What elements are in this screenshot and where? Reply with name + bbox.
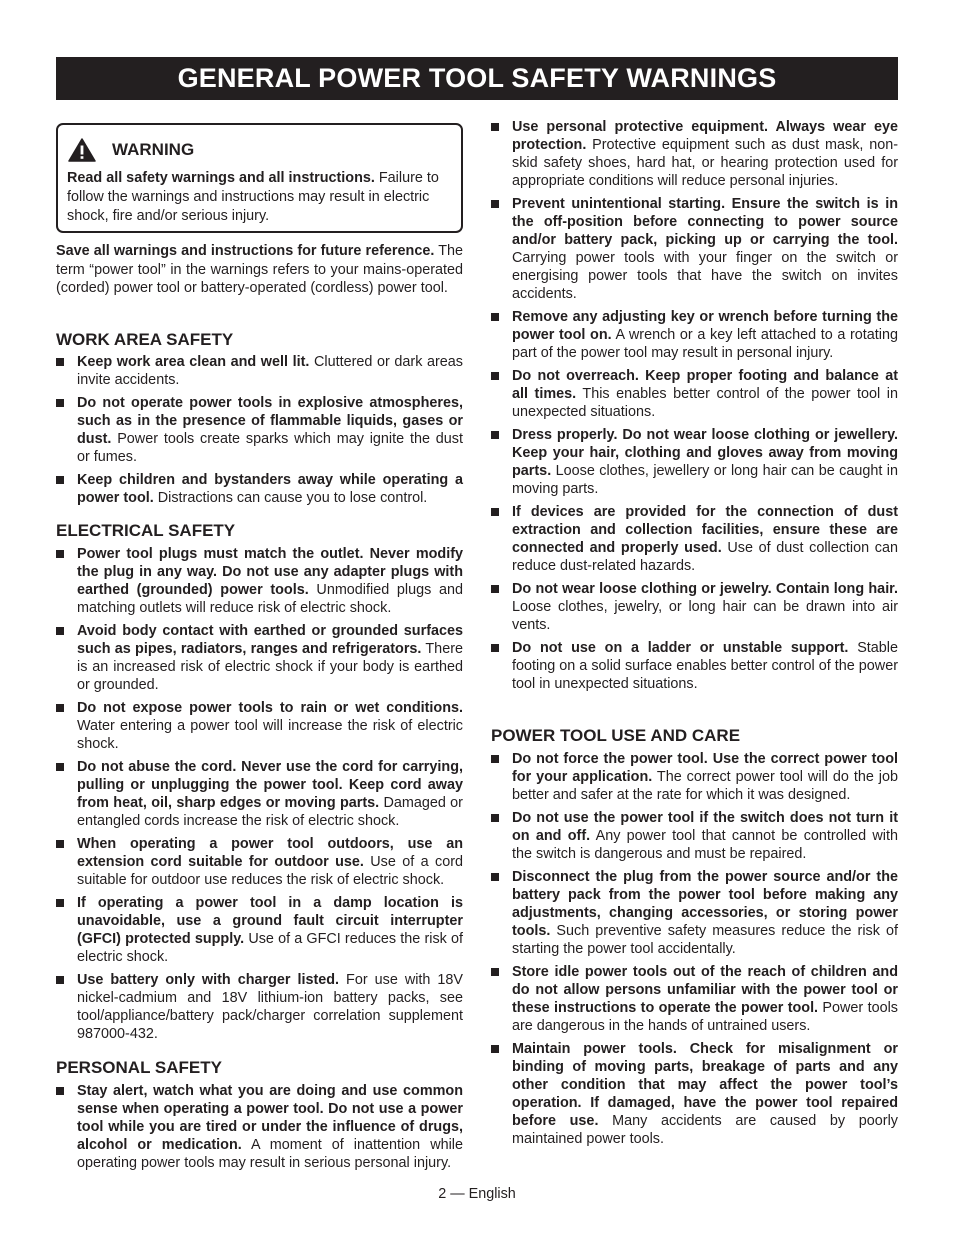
item-body-text: A wrench or a key left attached to a rotating part of the power tool may result in personal injury.	[512, 327, 898, 361]
list-item	[491, 963, 898, 1035]
list-item	[56, 471, 463, 507]
list-item	[491, 580, 898, 634]
list-item	[56, 622, 463, 694]
electrical-heading: ELECTRICAL SAFETY	[56, 521, 236, 540]
item-bold-text: Stay alert, watch what you are doing and use common sense when operating a power tool. Do not use a power tool while you are tired or under the influence of drugs, alcohol or medication.	[77, 1083, 463, 1153]
item-body-text: Power tools create sparks which may ignite the dust or fumes.	[77, 431, 463, 465]
page-title: GENERAL POWER TOOL SAFETY WARNINGS	[177, 63, 777, 93]
item-bold-text: Use personal protective equipment. Always wear eye protection.	[512, 119, 898, 153]
work-area-heading: WORK AREA SAFETY	[56, 330, 234, 349]
personal-list-right	[491, 118, 898, 698]
electrical-list	[56, 545, 463, 1048]
list-item	[491, 426, 898, 498]
warning-body: Failure to follow the warnings and instructions may result in electric shock, fire and/or serious injury.	[67, 170, 439, 224]
list-item	[56, 699, 463, 753]
list-item	[491, 868, 898, 958]
item-bold-text: If devices are provided for the connection of dust extraction and collection facilities, ensure these are connected and properly used.	[512, 504, 898, 556]
item-body-text: Any power tool that cannot be controlled with the switch is dangerous and must be repaired.	[512, 828, 898, 862]
use-care-heading: POWER TOOL USE AND CARE	[491, 726, 741, 745]
item-body-text: Use of a GFCI reduces the risk of electric shock.	[77, 931, 463, 965]
list-item	[56, 971, 463, 1043]
personal-list-left	[56, 1082, 463, 1177]
item-body-text: The correct power tool will do the job better and safer at the rate for which it was designed.	[512, 769, 898, 803]
item-bold-text: Do not overreach. Keep proper footing and balance at all times.	[512, 368, 898, 402]
item-bold-text: When operating a power tool outdoors, use an extension cord suitable for outdoor use.	[77, 836, 463, 870]
list-item	[491, 503, 898, 575]
item-bold-text: Do not use on a ladder or unstable support.	[512, 640, 849, 656]
item-body-text: Loose clothes, jewelry, or long hair can be drawn into air vents.	[512, 599, 898, 633]
item-body-text: Use of a cord suitable for outdoor use reduces the risk of electric shock.	[77, 854, 463, 888]
item-bold-text: Dress properly. Do not wear loose clothing or jewellery. Keep your hair, clothing and gloves away from moving parts.	[512, 427, 898, 479]
title-bar	[56, 57, 898, 100]
item-bold-text: Power tool plugs must match the outlet. Never modify the plug in any way. Do not use any adapter plugs with earthed (grounded) power tools.	[77, 546, 463, 598]
item-body-text: Power tools are dangerous in the hands of untrained users.	[512, 1000, 898, 1034]
list-item	[491, 639, 898, 693]
item-body-text: For use with 18V nickel-cadmium and 18V lithium-ion battery packs, see tool/appliance/battery pack/charger correlation supplement 987000-432.	[77, 972, 463, 1042]
item-body-text: This enables better control of the power tool in unexpected situations.	[512, 386, 898, 420]
personal-heading: PERSONAL SAFETY	[56, 1058, 222, 1077]
item-bold-text: Disconnect the plug from the power source and/or the battery pack from the power tool before making any adjustments, changing accessories, or storing power tools.	[512, 869, 898, 939]
item-body-text: Carrying power tools with your finger on the switch or energising power tools that have the switch on invites accidents.	[512, 250, 898, 302]
work-area-list	[56, 353, 463, 512]
item-bold-text: Prevent unintentional starting. Ensure the switch is in the off-position before connecting to power source and/or battery pack, picking up or carrying the tool.	[512, 196, 898, 248]
list-item	[56, 1082, 463, 1172]
item-bold-text: Use battery only with charger listed.	[77, 972, 340, 988]
item-body-text: Cluttered or dark areas invite accidents.	[77, 354, 463, 388]
item-bold-text: Keep children and bystanders away while operating a power tool.	[77, 472, 463, 506]
list-item	[56, 894, 463, 966]
list-item	[491, 118, 898, 190]
item-body-text: Damaged or entangled cords increase the risk of electric shock.	[77, 795, 463, 829]
item-bold-text: Maintain power tools. Check for misalignment or binding of moving parts, breakage of parts and any other condition that may affect the power tool’s operation. If damaged, have the power tool repaired before use.	[512, 1041, 898, 1129]
list-item	[491, 367, 898, 421]
list-item	[491, 308, 898, 362]
warning-box	[56, 123, 463, 233]
warning-text	[67, 169, 455, 226]
list-item	[491, 195, 898, 303]
item-bold-text: Do not use the power tool if the switch does not turn it on and off.	[512, 810, 898, 844]
item-body-text: Stable footing on a solid surface enables better control of the power tool in unexpected situations.	[512, 640, 898, 692]
item-bold-text: Keep work area clean and well lit.	[77, 354, 310, 370]
list-item	[56, 353, 463, 389]
item-bold-text: Remove any adjusting key or wrench before turning the power tool on.	[512, 309, 898, 343]
item-bold-text: Do not expose power tools to rain or wet conditions.	[77, 700, 463, 716]
item-body-text: Distractions can cause you to lose control.	[153, 490, 428, 506]
item-body-text: Use of dust collection can reduce dust-related hazards.	[512, 540, 898, 574]
warning-label: WARNING	[112, 140, 195, 159]
item-body-text: A moment of inattention while operating power tools may result in serious personal injury.	[77, 1137, 463, 1171]
item-bold-text: Do not force the power tool. Use the correct power tool for your application.	[512, 751, 898, 785]
list-item	[491, 750, 898, 804]
warning-header	[68, 138, 194, 162]
intro-bold: Save all warnings and instructions for future reference.	[56, 243, 435, 259]
warning-triangle-icon	[68, 138, 96, 162]
intro-body: The term “power tool” in the warnings refers to your mains-operated (corded) power tool or battery-operated (cordless) power tool.	[56, 243, 463, 296]
item-body-text: Unmodified plugs and matching outlets will reduce risk of electric shock.	[77, 582, 463, 616]
item-body-text: Many accidents are caused by poorly maintained power tools.	[512, 1113, 898, 1147]
list-item	[491, 1040, 898, 1148]
intro-paragraph	[56, 242, 463, 298]
item-bold-text: Do not abuse the cord. Never use the cord for carrying, pulling or unplugging the power tool. Keep cord away from heat, oil, sharp edges or moving parts.	[77, 759, 463, 811]
item-bold-text: If operating a power tool in a damp location is unavoidable, use a ground fault circuit interrupter (GFCI) protected supply.	[77, 895, 463, 947]
item-bold-text: Avoid body contact with earthed or grounded surfaces such as pipes, radiators, ranges and refrigerators.	[77, 623, 463, 657]
item-bold-text: Do not wear loose clothing or jewelry. Contain long hair.	[512, 581, 898, 597]
use-care-list	[491, 750, 898, 1153]
list-item	[56, 394, 463, 466]
item-body-text: There is an increased risk of electric shock if your body is earthed or grounded.	[77, 641, 463, 693]
list-item	[56, 545, 463, 617]
warning-bold: Read all safety warnings and all instructions.	[67, 170, 375, 186]
item-bold-text: Do not operate power tools in explosive atmospheres, such as in the presence of flammable liquids, gases or dust.	[77, 395, 463, 447]
item-body-text: Protective equipment such as dust mask, non-skid safety shoes, hard hat, or hearing protection used for appropriate conditions will reduce personal injuries.	[512, 137, 898, 189]
item-body-text: Loose clothes, jewellery or long hair can be caught in moving parts.	[512, 463, 898, 497]
list-item	[56, 758, 463, 830]
item-bold-text: Store idle power tools out of the reach of children and do not allow persons unfamiliar with the power tool or these instructions to operate the power tool.	[512, 964, 898, 1016]
list-item	[56, 835, 463, 889]
list-item	[491, 809, 898, 863]
item-body-text: Such preventive safety measures reduce the risk of starting the power tool accidentally.	[512, 923, 898, 957]
page-footer: 2 — English	[438, 1186, 516, 1202]
item-body-text: Water entering a power tool will increase the risk of electric shock.	[77, 718, 463, 752]
